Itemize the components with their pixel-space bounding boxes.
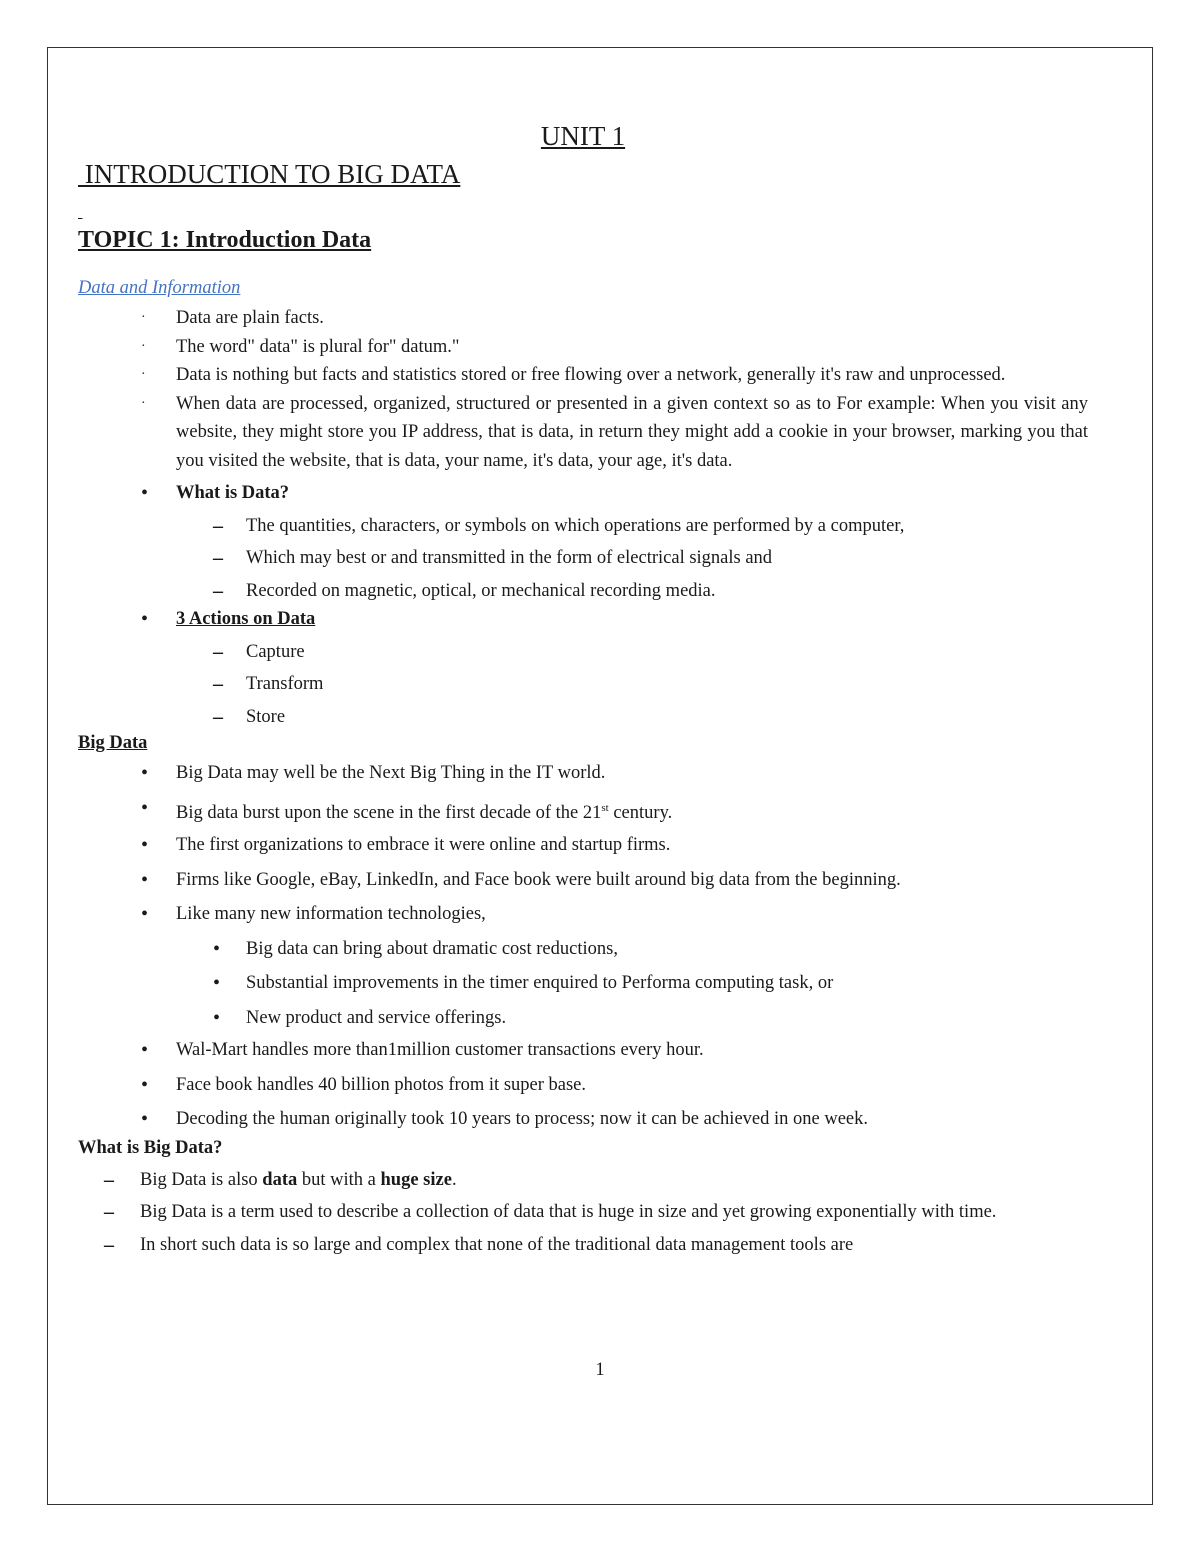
list-item: – Big Data is a term used to describe a collection of data that is huge in size and yet growing exponentially with time. xyxy=(78,1198,1088,1227)
list-item: – Recorded on magnetic, optical, or mechanical recording media. xyxy=(78,577,1088,606)
list-item: · Data are plain facts. xyxy=(78,304,1088,333)
list-item: – Which may best or and transmitted in the form of electrical signals and xyxy=(78,544,1088,573)
list-item: • Decoding the human originally took 10 years to process; now it can be achieved in one week. xyxy=(78,1105,1088,1134)
list-item: • Substantial improvements in the timer enquired to Performa computing task, or xyxy=(78,969,1088,998)
dash-icon: – xyxy=(104,1233,114,1256)
list-item: · When data are processed, organized, structured or presented in a given context so as to For example: When you visit any website, they might store you IP address, that is data, in return they might add a cookie in your browser, marking you that you visited the website, that is data, your name, it's data, your age, it's data. xyxy=(78,390,1088,476)
list-item: – Transform xyxy=(78,670,1088,699)
list-item: – Big Data is also data but with a huge size. xyxy=(78,1166,1088,1195)
topic-heading: TOPIC 1: Introduction Data xyxy=(78,227,372,253)
list-item: – The quantities, characters, or symbols on which operations are performed by a computer, xyxy=(78,512,1088,541)
bullet-icon: · xyxy=(141,338,146,354)
list-item: • New product and service offerings. xyxy=(78,1004,1088,1033)
list-item: • Wal-Mart handles more than1million customer transactions every hour. xyxy=(78,1036,1088,1065)
bullet-icon: • xyxy=(141,1108,149,1131)
dash-icon: – xyxy=(213,705,223,728)
bullet-icon: • xyxy=(141,903,149,926)
bullet-icon: · xyxy=(141,395,146,411)
bullet-icon: • xyxy=(141,796,149,819)
bullet-icon: • xyxy=(213,972,221,995)
bullet-icon: • xyxy=(213,1006,221,1029)
dash-icon: – xyxy=(104,1201,114,1224)
empty-underlined-line xyxy=(78,202,1088,212)
list-item: • Big data can bring about dramatic cost reductions, xyxy=(78,935,1088,964)
list-item: • 3 Actions on Data xyxy=(78,605,1088,634)
list-item: • Like many new information technologies, xyxy=(78,900,1088,929)
bullet-icon: • xyxy=(141,1073,149,1096)
unit-title: UNIT 1 xyxy=(540,121,626,151)
page-number: 1 xyxy=(595,1360,605,1380)
bullet-icon: · xyxy=(141,367,146,382)
bullet-icon: • xyxy=(141,834,149,857)
list-item: – In short such data is so large and complex that none of the traditional data management tools are xyxy=(78,1231,1088,1260)
list-item: • The first organizations to embrace it were online and startup firms. xyxy=(78,831,1088,860)
dash-icon: – xyxy=(104,1168,114,1191)
document-body xyxy=(78,120,1088,1259)
list-item: • Firms like Google, eBay, LinkedIn, and Face book were built around big data from the beginning. xyxy=(78,866,1088,895)
bullet-icon: • xyxy=(141,868,149,891)
bullet-icon: · xyxy=(141,310,146,325)
list-item: • Big Data may well be the Next Big Thing in the IT world. xyxy=(78,759,1088,788)
list-item: • Big data burst upon the scene in the first decade of the 21st century. xyxy=(78,794,1088,828)
dash-icon: – xyxy=(213,673,223,695)
bullet-icon: • xyxy=(141,1039,149,1062)
data-and-information-heading xyxy=(78,276,1088,300)
bullet-icon: • xyxy=(141,608,149,630)
list-item: • Face book handles 40 billion photos from it super base. xyxy=(78,1071,1088,1100)
list-item: · The word" data" is plural for" datum." xyxy=(78,333,1088,362)
bullet-icon: • xyxy=(141,482,149,504)
heading-word: and xyxy=(119,278,148,298)
bullet-icon: • xyxy=(141,762,149,784)
list-item: • What is Data? xyxy=(78,479,1088,508)
dash-icon: – xyxy=(213,514,223,537)
chapter-title: INTRODUCTION TO BIG DATA xyxy=(78,159,461,189)
list-item: – Store xyxy=(78,703,1088,732)
list-item: · Data is nothing but facts and statistics stored or free flowing over a network, generally it's raw and unprocessed. xyxy=(78,361,1088,390)
dash-icon: – xyxy=(213,547,223,569)
heading-word: Data xyxy=(78,278,115,298)
bullet-icon: • xyxy=(213,937,221,960)
big-data-heading: Big Data xyxy=(78,733,148,753)
what-is-big-data-heading: What is Big Data? xyxy=(78,1137,223,1158)
heading-word: Information xyxy=(152,278,241,298)
dash-icon: – xyxy=(213,640,223,663)
list-item: – Capture xyxy=(78,638,1088,667)
dash-icon: – xyxy=(213,579,223,602)
